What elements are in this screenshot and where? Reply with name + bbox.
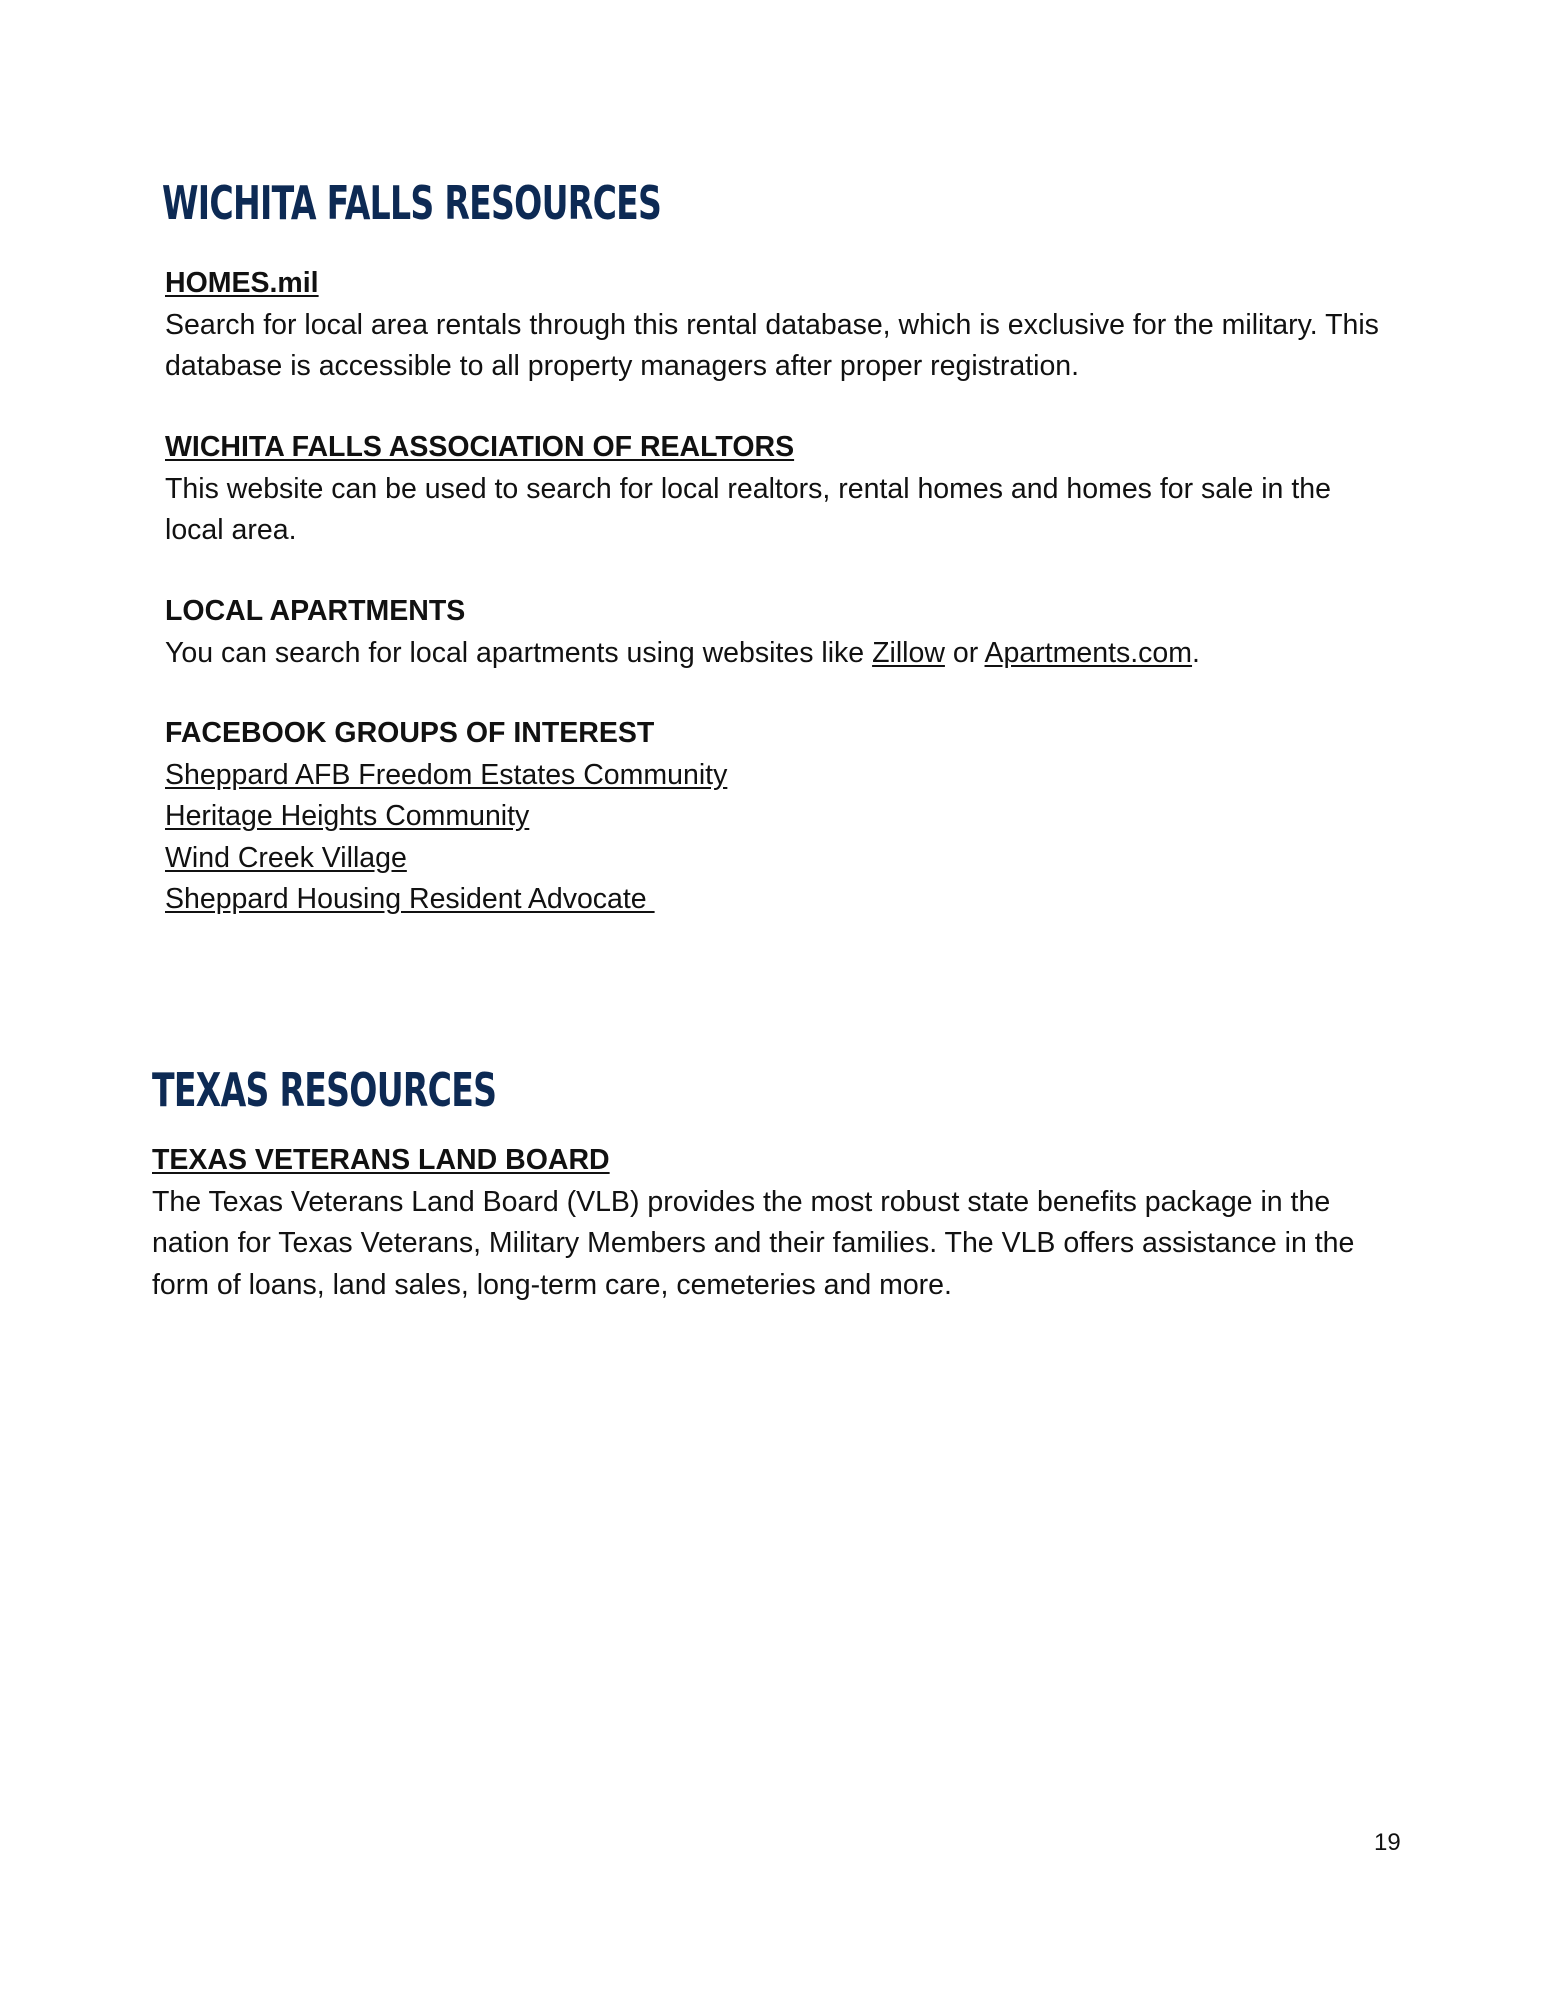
- facebook-link-wind-creek[interactable]: Wind Creek Village: [165, 841, 407, 874]
- apartments-description: [165, 633, 1405, 675]
- wichita-falls-heading: WICHITA FALLS RESOURCES: [162, 176, 662, 230]
- facebook-section: [165, 713, 1405, 921]
- zillow-link[interactable]: Zillow: [872, 636, 945, 669]
- vlb-title-link[interactable]: TEXAS VETERANS LAND BOARD: [152, 1144, 610, 1176]
- apartments-text-start: You can search for local apartments using websites like: [165, 636, 873, 669]
- facebook-link-freedom-estates[interactable]: Sheppard AFB Freedom Estates Community: [165, 758, 728, 791]
- realtors-description: This website can be used to search for local realtors, rental homes and homes for sale in the local area.: [165, 472, 1331, 546]
- apartments-text-or: or: [944, 636, 985, 669]
- homes-mil-title-link[interactable]: HOMES.mil: [165, 267, 319, 299]
- vlb-description: The Texas Veterans Land Board (VLB) provides the most robust state benefits package in the nation for Texas Veterans, Military Members and their families. The VLB offers assistance in the form of loans, land sales, long-term care, cemeteries and more.: [152, 1185, 1355, 1301]
- facebook-link-heritage-heights[interactable]: Heritage Heights Community: [165, 800, 530, 832]
- realtors-section: [165, 427, 1385, 552]
- texas-resources-heading: TEXAS RESOURCES: [152, 1063, 497, 1117]
- homes-section: [165, 263, 1405, 388]
- facebook-link-housing-advocate[interactable]: Sheppard Housing Resident Advocate: [165, 883, 655, 915]
- apartments-section: [165, 591, 1405, 674]
- realtors-title-link[interactable]: WICHITA FALLS ASSOCIATION OF REALTORS: [165, 431, 795, 463]
- apartments-com-link[interactable]: Apartments.com: [984, 636, 1193, 669]
- page-number: 19: [1374, 1829, 1401, 1856]
- apartments-title: LOCAL APARTMENTS: [165, 595, 466, 627]
- homes-mil-description: Search for local area rentals through this rental database, which is exclusive for the military. This database is accessible to all property managers after proper registration.: [165, 308, 1379, 382]
- apartments-text-end: .: [1192, 636, 1200, 669]
- vlb-section: [152, 1140, 1382, 1306]
- facebook-groups-title: FACEBOOK GROUPS OF INTEREST: [165, 717, 655, 749]
